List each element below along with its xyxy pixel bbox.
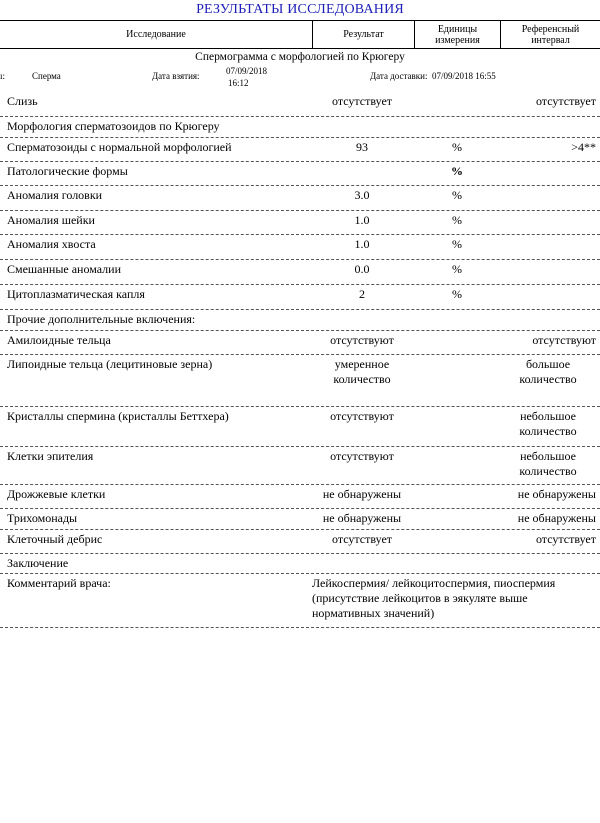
row-label: Клеточный дебрис xyxy=(7,532,103,546)
header-result: Результат xyxy=(312,21,414,48)
table-header xyxy=(0,20,600,49)
row-reference: отсутствует xyxy=(535,532,596,546)
row-unit: % xyxy=(451,164,463,178)
row-label: Морфология сперматозоидов по Крюгеру xyxy=(7,119,220,133)
table-row xyxy=(0,234,600,260)
material-value: Сперма xyxy=(32,71,61,81)
table-row xyxy=(0,91,600,117)
taken-time: 16:12 xyxy=(228,78,249,88)
row-result: 93 xyxy=(356,140,368,154)
row-unit: % xyxy=(452,287,462,301)
row-result: отсутствует xyxy=(331,532,393,546)
row-label: Аномалия хвоста xyxy=(7,237,96,251)
table-row xyxy=(0,406,600,447)
row-label: Дрожжевые клетки xyxy=(7,487,106,501)
table-row xyxy=(0,553,600,574)
row-label: Трихомонады xyxy=(7,511,78,525)
row-result: 0.0 xyxy=(354,262,370,276)
row-reference: >4** xyxy=(571,140,596,154)
delivery-label: Дата доставки: xyxy=(370,71,428,81)
row-label: Смешанные аномалии xyxy=(7,262,122,276)
row-label: Клетки эпителия xyxy=(7,449,94,463)
row-result: отсутствуют xyxy=(330,449,394,463)
row-label: Сперматозоиды с нормальной морфологией xyxy=(7,140,232,154)
table-row xyxy=(0,284,600,310)
header-ref-line1: Референсный xyxy=(521,23,580,35)
row-unit: % xyxy=(452,237,462,251)
table-row xyxy=(0,309,600,331)
table-row xyxy=(0,529,600,554)
table-row xyxy=(0,161,600,186)
taken-label: Дата взятия: xyxy=(152,71,200,81)
row-reference: небольшое количество xyxy=(519,409,577,438)
header-units-line2: измерения xyxy=(435,34,480,46)
row-result: отсутствует xyxy=(331,94,393,108)
row-label: Прочие дополнительные включения: xyxy=(7,312,196,326)
row-label: Комментарий врача: xyxy=(7,576,111,590)
row-unit: % xyxy=(452,213,462,227)
taken-date: 07/09/2018 xyxy=(226,66,268,76)
table-row xyxy=(0,354,600,407)
row-result: не обнаружены xyxy=(322,487,402,501)
row-result: Лейкоспермия/ лейкоцитоспермия, пиоспермия (присутствие лейкоцитов в эякуляте выше нормативных значений) xyxy=(312,576,556,620)
page-title: РЕЗУЛЬТАТЫ ИССЛЕДОВАНИЯ xyxy=(196,2,404,17)
delivery-value: 07/09/2018 16:55 xyxy=(432,71,496,81)
table-row xyxy=(0,484,600,509)
row-reference: не обнаружены xyxy=(517,511,596,525)
row-result: отсутствуют xyxy=(330,333,394,347)
table-row xyxy=(0,185,600,211)
row-result: 2 xyxy=(359,287,365,301)
row-unit: % xyxy=(452,262,462,276)
table-row xyxy=(0,116,600,138)
row-label: Заключение xyxy=(7,556,69,570)
row-label: Кристаллы спермина (кристаллы Беттхера) xyxy=(7,409,229,423)
table-row xyxy=(0,573,600,628)
material-label: ı: xyxy=(0,71,6,81)
test-name: Спермограмма с морфологией по Крюгеру xyxy=(195,51,405,63)
row-reference: не обнаружены xyxy=(517,487,596,501)
table-row xyxy=(0,210,600,235)
row-result: отсутствуют xyxy=(330,409,394,423)
header-ref-line2: интервал xyxy=(531,34,570,46)
row-result: умеренное количество xyxy=(333,357,391,386)
table-row xyxy=(0,259,600,285)
row-reference: небольшое количество xyxy=(519,449,577,478)
row-reference: большое количество xyxy=(519,357,577,386)
row-result: не обнаружены xyxy=(322,511,402,525)
row-reference: отсутствуют xyxy=(532,333,596,347)
row-result: 1.0 xyxy=(354,213,370,227)
row-label: Аномалия головки xyxy=(7,188,103,202)
row-unit: % xyxy=(452,188,462,202)
row-result: 3.0 xyxy=(354,188,370,202)
table-row xyxy=(0,446,600,485)
header-investigation: Исследование xyxy=(126,29,186,40)
row-unit: % xyxy=(452,140,462,154)
table-row xyxy=(0,137,600,162)
row-result: 1.0 xyxy=(354,237,370,251)
row-label: Патологические формы xyxy=(7,164,128,178)
row-label: Аномалия шейки xyxy=(7,213,95,227)
row-label: Слизь xyxy=(7,94,38,108)
row-label: Амилоидные тельца xyxy=(7,333,111,347)
row-label: Цитоплазматическая капля xyxy=(7,287,145,301)
header-units xyxy=(414,21,500,48)
header-units-line1: Единицы xyxy=(437,23,478,35)
row-reference: отсутствует xyxy=(535,94,596,108)
table-row xyxy=(0,508,600,530)
header-reference xyxy=(500,21,600,48)
row-label: Липоидные тельца (лецитиновые зерна) xyxy=(7,357,213,371)
table-row xyxy=(0,330,600,355)
